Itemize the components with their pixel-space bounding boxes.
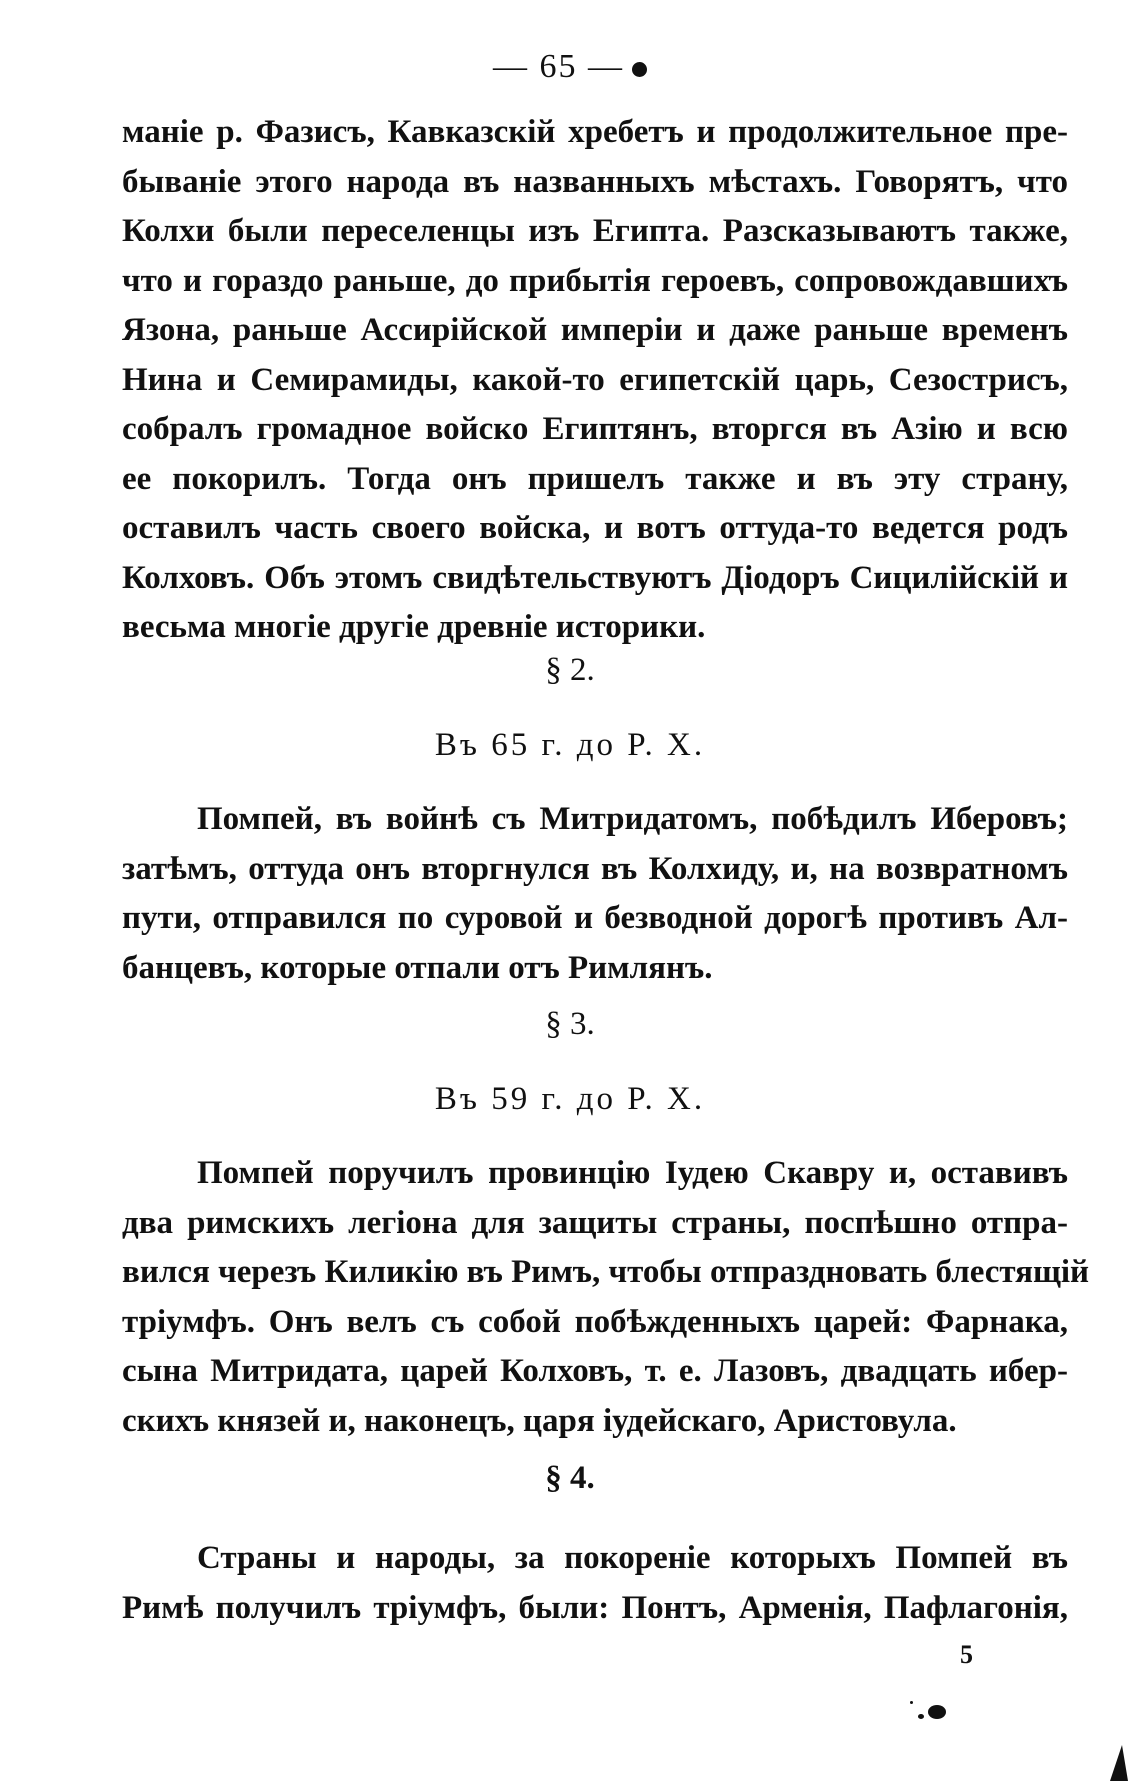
text-line: собралъ громадное войско Египтянъ, вторгся въ Азію и всю [122,411,1068,447]
section-3-heading: § 3. [545,1006,595,1042]
ink-speck [918,1714,924,1719]
text-line: вился черезъ Киликію въ Римъ, чтобы отпраздновать блестящій [122,1254,1090,1290]
text-line: скихъ князей и, наконецъ, царя іудейскаго, Аристовула. [122,1402,957,1439]
text-line: банцевъ, которые отпали отъ Римлянъ. [122,949,713,986]
paragraph-1 [122,108,1068,653]
text-line: весьма многіе другіе древніе историки. [122,609,706,645]
text-line: что и гораздо раньше, до прибытія героевъ, сопровождавшихъ [122,262,1068,299]
text-line: два римскихъ легіона для защиты страны, поспѣшно отпра- [122,1204,1068,1241]
section-4-paragraph [122,1534,1068,1633]
text-line: пути, отправился по суровой и безводной дорогѣ противъ Ал- [122,900,1068,936]
text-line: Страны и народы, за покореніе которыхъ Помпей въ [197,1540,1068,1576]
text-line: тріумфъ. Онъ велъ съ собой побѣжденныхъ царей: Фарнака, [122,1303,1068,1340]
text-line: оставилъ часть своего войска, и вотъ оттуда-то ведется родъ [122,510,1068,546]
text-line: Римѣ получилъ тріумфъ, были: Понтъ, Арменія, Пафлагонія, [122,1589,1068,1626]
page-number-header [0,48,1140,86]
text-line: маніе р. Фазисъ, Кавказскій хребетъ и продолжительное пре- [122,114,1068,150]
section-2-date: Въ 65 г. до Р. Х. [434,727,706,763]
text-line: Колхи были переселенцы изъ Египта. Разсказываютъ также, [122,213,1068,249]
text-line: затѣмъ, оттуда онъ вторгнулся въ Колхиду, и, на возвратномъ [122,850,1068,887]
section-4-heading: § 4. [545,1460,595,1496]
text-line: ее покорилъ. Тогда онъ пришелъ также и въ эту страну, [122,460,1068,497]
section-2-paragraph [122,795,1068,993]
section-3-paragraph [122,1149,1090,1446]
text-line: Колховъ. Объ этомъ свидѣтельствуютъ Діодоръ Сицилійскій и [122,559,1068,596]
corner-ink-mark [1110,1745,1128,1781]
text-line: Помпей, въ войнѣ съ Митридатомъ, побѣдилъ Иберовъ; [197,801,1068,837]
header-dot-mark [632,62,647,77]
text-line: Помпей поручилъ провинцію Іудею Скавру и, оставивъ [197,1155,1068,1191]
section-3-date: Въ 59 г. до Р. Х. [434,1081,706,1117]
text-line: Язона, раньше Ассирійской имперіи и даже раньше временъ [122,312,1068,348]
page-number: — 65 — [493,48,624,85]
text-line: сына Митридата, царей Колховъ, т. е. Лазовъ, двадцать ибер- [122,1353,1068,1389]
text-line: Нина и Семирамиды, какой-то египетскій царь, Сезострисъ, [122,361,1068,398]
text-line: быванiе этого народа въ названныхъ мѣстахъ. Говорятъ, что [122,163,1068,200]
ink-speck [910,1701,913,1704]
section-2-heading: § 2. [545,652,595,688]
ink-speck [928,1705,946,1719]
signature-mark: 5 [960,1640,973,1669]
